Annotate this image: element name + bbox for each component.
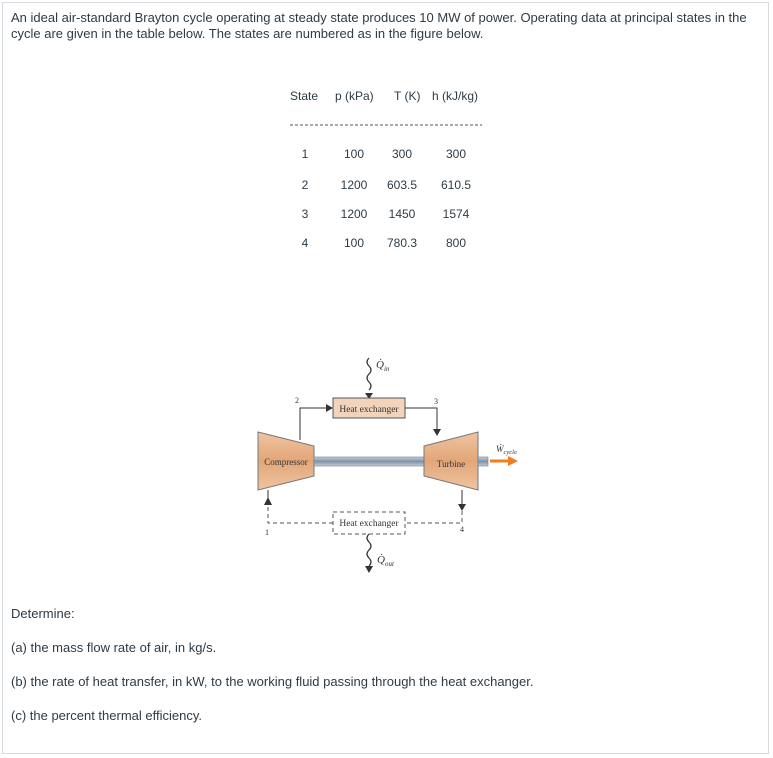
- table-row-3-state: 3: [301, 207, 309, 221]
- return-line-right: [405, 511, 462, 523]
- table-row-2-p: 1200: [340, 178, 368, 192]
- state-3-label: 3: [434, 397, 438, 406]
- table-row-4-h: 800: [445, 236, 467, 250]
- q-out-arrowhead: [365, 566, 373, 573]
- question-b: (b) the rate of heat transfer, in kW, to the working fluid passing through the heat exchanger.: [11, 674, 534, 689]
- state-4-label: 4: [460, 525, 464, 534]
- state-1-label: 1: [265, 528, 269, 537]
- compressor-label: Compressor: [264, 457, 308, 467]
- shaft: [314, 457, 424, 466]
- data-table: [290, 89, 482, 250]
- q-out-wavy-arrow: [367, 534, 371, 566]
- question-a: (a) the mass flow rate of air, in kg/s.: [11, 640, 217, 655]
- question-c: (c) the percent thermal efficiency.: [11, 708, 202, 723]
- table-row-3-p: 1200: [340, 207, 368, 221]
- determine-label: Determine:: [11, 606, 75, 621]
- q-in-wavy-arrow: [367, 358, 371, 390]
- return-line-left: [268, 505, 333, 523]
- header-state: State: [290, 89, 319, 103]
- flow-arrow-3: [433, 429, 441, 436]
- table-row-1-T: 300: [391, 147, 413, 161]
- heat-exchanger-bottom-label: Heat exchanger: [339, 519, 399, 529]
- header-pressure: p (kPa): [335, 89, 374, 103]
- table-row-4-T: 780.3: [386, 236, 418, 250]
- state-2-label: 2: [295, 396, 299, 405]
- table-row-4-p: 100: [343, 236, 365, 250]
- header-enthalpy: h (kJ/kg): [432, 89, 479, 103]
- q-in-label: $Q̇_{in}$: [376, 359, 390, 373]
- q-out-label: $Q̇_{out}$: [377, 554, 394, 568]
- flow-line-3: [405, 408, 437, 430]
- problem-intro: An ideal air-standard Brayton cycle operating at steady state produces 10 MW of power. Operating data at principal states in the cycle are given in the table below. The states are numbered as in the figure below.: [11, 10, 747, 41]
- output-shaft: [478, 457, 488, 466]
- turbine-label: Turbine: [436, 459, 466, 469]
- table-row-3-h: 1574: [442, 207, 470, 221]
- flow-arrow-2: [326, 404, 333, 412]
- table-row-3-T: 1450: [388, 207, 416, 221]
- w-cycle-arrowhead: [508, 456, 518, 466]
- flow-arrow-4: [458, 504, 466, 511]
- table-row-2-T: 603.5: [386, 178, 418, 192]
- table-row-2-h: 610.5: [440, 178, 472, 192]
- header-temperature: T (K): [394, 89, 421, 103]
- table-row-2-state: 2: [301, 178, 309, 192]
- flow-line-2: [300, 408, 327, 440]
- brayton-schematic: [258, 358, 518, 573]
- w-cycle-label: Ẇ$_{cycle}$: [496, 444, 517, 456]
- table-row-1-p: 100: [343, 147, 365, 161]
- table-row-1-h: 300: [445, 147, 467, 161]
- heat-exchanger-top-label: Heat exchanger: [339, 405, 399, 415]
- table-row-1-state: 1: [301, 147, 309, 161]
- table-row-4-state: 4: [301, 236, 309, 250]
